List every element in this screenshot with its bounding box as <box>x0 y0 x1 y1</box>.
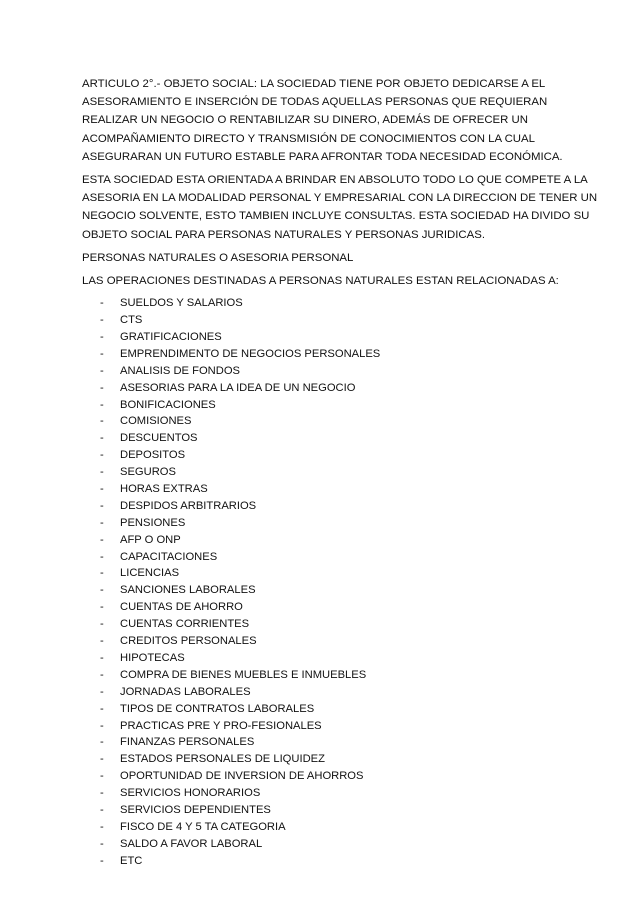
orientation-line: NEGOCIO SOLVENTE, ESTO TAMBIEN INCLUYE CONSULTAS. ESTA SOCIEDAD HA DIVIDO SU <box>82 210 590 223</box>
list-item-text: CAPACITACIONES <box>120 550 218 563</box>
bullet-dash: - <box>100 753 104 766</box>
list-item-text: AFP O ONP <box>120 533 181 546</box>
list-item-text: FINANZAS PERSONALES <box>120 736 255 749</box>
bullet-dash: - <box>100 499 104 512</box>
list-item <box>82 363 562 380</box>
article-paragraph <box>82 75 562 166</box>
bullet-dash: - <box>100 466 104 479</box>
list-item-text: HORAS EXTRAS <box>120 483 208 496</box>
bullet-dash: - <box>100 432 104 445</box>
list-item <box>82 481 562 498</box>
list-item <box>82 582 562 599</box>
list-item <box>82 785 562 802</box>
article-line: ASEGURARAN UN FUTURO ESTABLE PARA AFRONTAR TODA NECESIDAD ECONÓMICA. <box>82 150 563 163</box>
list-item <box>82 633 562 650</box>
list-item <box>82 430 562 447</box>
list-item-text: ASESORIAS PARA LA IDEA DE UN NEGOCIO <box>120 381 356 394</box>
list-item-text: FISCO DE 4 Y 5 TA CATEGORIA <box>120 820 286 833</box>
list-item <box>82 515 562 532</box>
list-item-text: DESPIDOS ARBITRARIOS <box>120 499 257 512</box>
orientation-line: OBJETO SOCIAL PARA PERSONAS NATURALES Y PERSONAS JURIDICAS. <box>82 228 486 241</box>
bullet-dash: - <box>100 618 104 631</box>
bullet-dash: - <box>100 483 104 496</box>
article-line: ACOMPAÑAMIENTO DIRECTO Y TRANSMISIÓN DE CONOCIMIENTOS CON LA CUAL <box>82 132 535 145</box>
bullet-dash: - <box>100 651 104 664</box>
bullet-dash: - <box>100 787 104 800</box>
list-item-text: GRATIFICACIONES <box>120 331 222 344</box>
list-item <box>82 734 562 751</box>
list-item <box>82 295 562 312</box>
orientation-line: ASESORIA EN LA MODALIDAD PERSONAL Y EMPRESARIAL CON LA DIRECCION DE TENER UN <box>82 192 598 205</box>
list-item <box>82 768 562 785</box>
bullet-dash: - <box>100 381 104 394</box>
bullet-dash: - <box>100 364 104 377</box>
list-item-text: CUENTAS DE AHORRO <box>120 601 243 614</box>
list-item-text: SALDO A FAVOR LABORAL <box>120 837 263 850</box>
list-item-text: HIPOTECAS <box>120 651 185 664</box>
article-line: ASESORAMIENTO E INSERCIÓN DE TODAS AQUELLAS PERSONAS QUE REQUIERAN <box>82 96 548 109</box>
list-item <box>82 464 562 481</box>
list-item <box>82 413 562 430</box>
bullet-dash: - <box>100 533 104 546</box>
section-heading: PERSONAS NATURALES O ASESORIA PERSONAL <box>82 251 354 264</box>
list-item-text: PENSIONES <box>120 516 186 529</box>
list-item <box>82 667 562 684</box>
list-item <box>82 718 562 735</box>
bullet-dash: - <box>100 449 104 462</box>
list-item-text: ANALISIS DE FONDOS <box>120 364 240 377</box>
list-item <box>82 701 562 718</box>
list-item <box>82 802 562 819</box>
list-item <box>82 599 562 616</box>
list-item-text: CREDITOS PERSONALES <box>120 635 257 648</box>
list-item-text: JORNADAS LABORALES <box>120 685 251 698</box>
list-item <box>82 532 562 549</box>
list-item-text: LICENCIAS <box>120 567 180 580</box>
bullet-dash: - <box>100 837 104 850</box>
list-item <box>82 819 562 836</box>
list-item <box>82 397 562 414</box>
list-item <box>82 329 562 346</box>
list-item <box>82 498 562 515</box>
list-item <box>82 650 562 667</box>
article-line: REALIZAR UN NEGOCIO O RENTABILIZAR SU DINERO, ADEMÁS DE OFRECER UN <box>82 114 528 127</box>
bullet-dash: - <box>100 398 104 411</box>
bullet-dash: - <box>100 516 104 529</box>
list-item-text: CUENTAS CORRIENTES <box>120 618 250 631</box>
list-item <box>82 565 562 582</box>
list-item-text: CTS <box>120 314 143 327</box>
list-item <box>82 836 562 853</box>
bullet-dash: - <box>100 820 104 833</box>
list-item-text: OPORTUNIDAD DE INVERSION DE AHORROS <box>120 770 364 783</box>
bullet-dash: - <box>100 331 104 344</box>
list-item-text: DEPOSITOS <box>120 449 186 462</box>
list-item <box>82 380 562 397</box>
bullet-dash: - <box>100 550 104 563</box>
orientation-line: ESTA SOCIEDAD ESTA ORIENTADA A BRINDAR EN ABSOLUTO TODO LO QUE COMPETE A LA <box>82 174 588 187</box>
list-item-text: TIPOS DE CONTRATOS LABORALES <box>120 702 315 715</box>
bullet-dash: - <box>100 567 104 580</box>
list-item <box>82 312 562 329</box>
list-item <box>82 751 562 768</box>
article-line: ARTICULO 2°.- OBJETO SOCIAL: LA SOCIEDAD TIENE POR OBJETO DEDICARSE A EL <box>82 78 546 90</box>
list-item <box>82 684 562 701</box>
list-item <box>82 853 562 870</box>
operations-intro: LAS OPERACIONES DESTINADAS A PERSONAS NATURALES ESTAN RELACIONADAS A: <box>82 275 559 288</box>
bullet-dash: - <box>100 347 104 360</box>
bullet-dash: - <box>100 584 104 597</box>
bullet-dash: - <box>100 854 104 867</box>
bullet-dash: - <box>100 635 104 648</box>
list-item-text: COMISIONES <box>120 415 192 428</box>
list-item-text: SERVICIOS DEPENDIENTES <box>120 803 271 816</box>
bullet-dash: - <box>100 314 104 327</box>
list-item-text: DESCUENTOS <box>120 432 198 445</box>
list-item <box>82 447 562 464</box>
list-item <box>82 616 562 633</box>
bullet-dash: - <box>100 702 104 715</box>
list-item-text: PRACTICAS PRE Y PRO-FESIONALES <box>120 719 322 732</box>
bullet-dash: - <box>100 770 104 783</box>
bullet-dash: - <box>100 668 104 681</box>
bullet-dash: - <box>100 685 104 698</box>
list-item-text: BONIFICACIONES <box>120 398 216 411</box>
list-item-text: ESTADOS PERSONALES DE LIQUIDEZ <box>120 753 325 766</box>
list-item-text: SEGUROS <box>120 466 176 479</box>
document-page <box>82 75 598 870</box>
bullet-dash: - <box>100 719 104 732</box>
list-item <box>82 549 562 566</box>
bullet-dash: - <box>100 297 104 310</box>
list-item-text: ETC <box>120 854 143 867</box>
operations-list <box>82 295 562 869</box>
bullet-dash: - <box>100 601 104 614</box>
list-item-text: COMPRA DE BIENES MUEBLES E INMUEBLES <box>120 668 367 681</box>
orientation-paragraph <box>82 171 598 244</box>
bullet-dash: - <box>100 415 104 428</box>
bullet-dash: - <box>100 803 104 816</box>
list-item-text: EMPRENDIMENTO DE NEGOCIOS PERSONALES <box>120 347 381 360</box>
list-item-text: SUELDOS Y SALARIOS <box>120 297 243 310</box>
list-item-text: SANCIONES LABORALES <box>120 584 256 597</box>
list-item <box>82 346 562 363</box>
list-item-text: SERVICIOS HONORARIOS <box>120 787 261 800</box>
bullet-dash: - <box>100 736 104 749</box>
